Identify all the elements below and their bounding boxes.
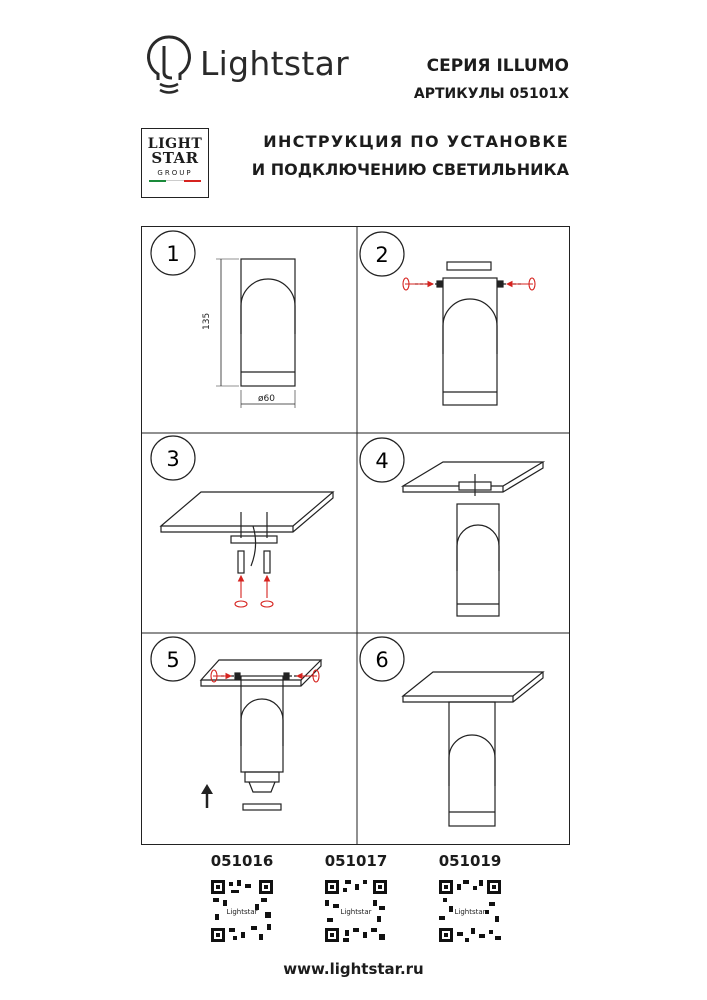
step-1-number: 1 [166,242,180,266]
product-code-3: 051019 [438,852,502,870]
step-2-screw-arrows [403,278,535,290]
step-4-number: 4 [375,449,389,473]
step-1-badge [151,231,195,275]
instruction-title-line-2: И ПОДКЛЮЧЕНИЮ СВЕТИЛЬНИКА [251,160,569,179]
step-5-badge [151,637,195,681]
instruction-steps-grid [141,226,570,845]
qr-label-2: Lightstar [340,908,372,916]
step-1-diameter-label: ø60 [258,394,275,404]
step-3-screw-arrows [235,576,273,607]
step-2-badge [360,232,404,276]
step-2-number: 2 [375,243,389,267]
article-numbers: АРТИКУЛЫ 05101X [413,86,569,102]
step-3-number: 3 [166,447,180,471]
qr-label-3: Lightstar [454,908,486,916]
lightstar-logo-icon [142,32,196,96]
qr-label-1: Lightstar [226,908,258,916]
step-5-number: 5 [166,648,180,672]
brand-name: Lightstar [200,44,349,83]
stamp-line-1: LIGHT [147,136,203,152]
step-6-installed-drawing [403,672,543,826]
italian-flag-icon [149,180,201,182]
product-code-1: 051016 [210,852,274,870]
stamp-line-2: STAR [151,149,199,167]
step-5-mounting-drawing [201,660,321,810]
qr-code-051016[interactable] [211,880,273,942]
step-1-height-label: 135 [202,312,212,330]
step-1-fixture-drawing [216,259,295,408]
step-6-badge [360,637,404,681]
stamp-line-3: GROUP [157,169,193,177]
step-4-badge [360,438,404,482]
step-3-badge [151,436,195,480]
step-3-mounting-drawing [161,492,333,573]
product-code-2: 051017 [324,852,388,870]
series-title: СЕРИЯ ILLUMO [426,56,569,76]
step-4-mounting-drawing [403,462,543,616]
website-link[interactable]: www.lightstar.ru [283,960,424,978]
instruction-title-line-1: ИНСТРУКЦИЯ ПО УСТАНОВКЕ [263,132,569,151]
lightstar-group-stamp [141,128,209,198]
qr-code-051019[interactable] [439,880,501,942]
qr-code-051017[interactable] [325,880,387,942]
step-6-number: 6 [375,648,389,672]
up-arrow-icon [201,784,213,808]
